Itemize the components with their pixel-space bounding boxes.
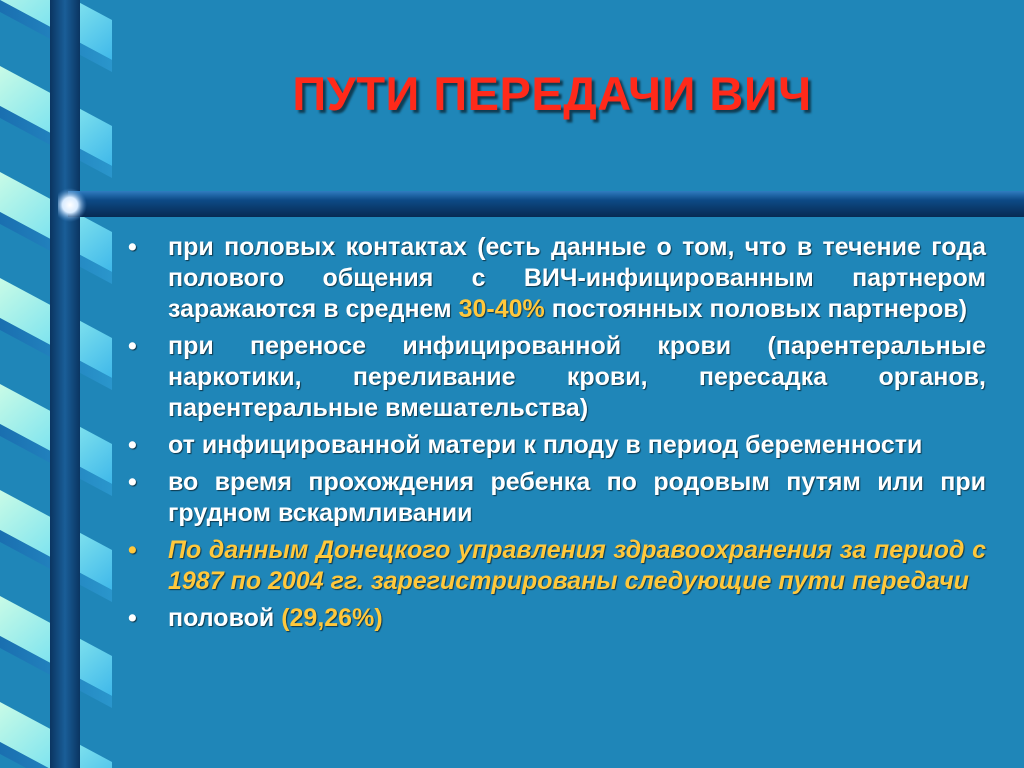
bullet-text: при половых контактах (есть данные о том, что в течение года полового общения с ВИЧ-инфицированным партнером заражаются в среднем	[168, 233, 986, 323]
bullet-text: от инфицированной матери к плоду в период беременности	[168, 431, 923, 459]
bullet-text: половой	[168, 604, 282, 632]
bullet-item	[128, 467, 986, 529]
bullet-item	[128, 232, 986, 325]
bullet-text: По данным Донецкого управления здравоохранения за период с 1987 по 2004 гг. зарегистрированы следующие пути передачи	[168, 536, 986, 595]
bullet-glyph: •	[128, 536, 137, 564]
bullet-glyph: •	[128, 604, 137, 632]
bullet-item	[128, 430, 986, 461]
bullet-glyph: •	[128, 332, 137, 360]
bullet-item	[128, 331, 986, 424]
slide-title: ПУТИ ПЕРЕДАЧИ ВИЧ	[292, 67, 812, 120]
bullet-text: во время прохождения ребенка по родовым путям или при грудном вскармливании	[168, 468, 986, 527]
bullet-item	[128, 535, 986, 597]
highlight-percentage: (29,26%)	[281, 604, 383, 632]
bullet-list	[128, 232, 986, 640]
title-divider-rod	[58, 186, 1024, 224]
bullet-text-continued: постоянных половых партнеров)	[544, 295, 968, 323]
bullet-glyph: •	[128, 431, 137, 459]
bullet-item	[128, 603, 986, 634]
bullet-glyph: •	[128, 233, 137, 261]
bullet-glyph: •	[128, 468, 137, 496]
bullet-text: при переносе инфицированной крови (парентеральные наркотики, переливание крови, пересадка органов, парентеральные вмешательства)	[168, 332, 986, 422]
highlight-percentage: 30-40%	[458, 295, 545, 323]
